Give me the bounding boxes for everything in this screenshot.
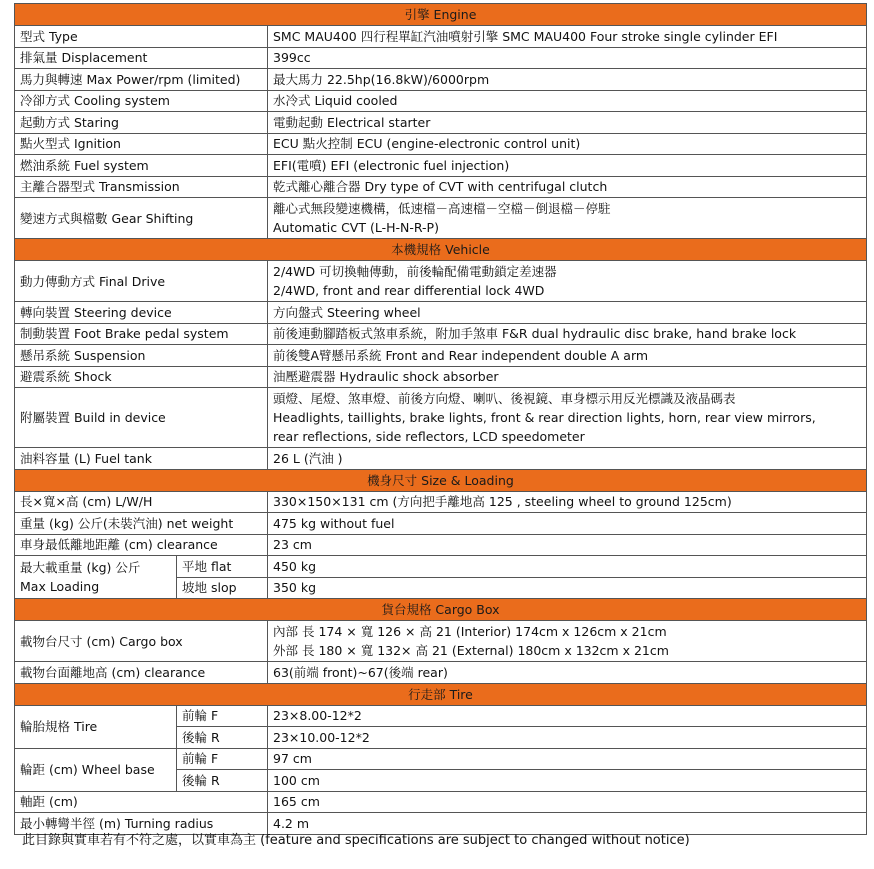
spec-label-line: Max Loading	[20, 579, 100, 594]
spec-value: 水冷式 Liquid cooled	[268, 90, 867, 112]
spec-label: 主離合器型式 Transmission	[15, 176, 268, 198]
spec-value: 399cc	[268, 47, 867, 69]
spec-value: 100 cm	[268, 770, 867, 792]
spec-label: 避震系統 Shock	[15, 366, 268, 388]
table-row	[15, 556, 867, 578]
spec-value: 油壓避震器 Hydraulic shock absorber	[268, 366, 867, 388]
spec-label: 變速方式與檔數 Gear Shifting	[15, 198, 268, 239]
spec-value: 方向盤式 Steering wheel	[268, 302, 867, 324]
spec-sublabel: 坡地 slop	[177, 577, 268, 599]
table-row	[15, 112, 867, 134]
spec-label: 附屬裝置 Build in device	[15, 388, 268, 448]
spec-sublabel: 後輪 R	[177, 727, 268, 749]
section-row-tire	[15, 683, 867, 705]
spec-label: 最小轉彎半徑 (m) Turning radius	[15, 813, 268, 835]
table-row	[15, 302, 867, 324]
spec-label: 馬力與轉速 Max Power/rpm (limited)	[15, 69, 268, 91]
spec-label: 冷卻方式 Cooling system	[15, 90, 268, 112]
spec-value: 475 kg without fuel	[268, 513, 867, 535]
spec-value: 23 cm	[268, 534, 867, 556]
spec-label-line: 最大載重量 (kg) 公斤	[20, 560, 141, 575]
spec-value-line: 外部 長 180 × 寬 132× 高 21 (External) 180cm x 132cm x 21cm	[273, 643, 669, 658]
table-row	[15, 491, 867, 513]
spec-value-line: 2/4WD 可切換軸傳動，前後輪配備電動鎖定差速器	[273, 264, 557, 279]
spec-label: 型式 Type	[15, 26, 268, 48]
section-row-engine	[15, 4, 867, 26]
spec-sublabel: 後輪 R	[177, 770, 268, 792]
spec-value	[268, 621, 867, 662]
table-row	[15, 534, 867, 556]
spec-value: EFI(電噴) EFI (electronic fuel injection)	[268, 155, 867, 177]
spec-label: 長×寬×高 (cm) L/W/H	[15, 491, 268, 513]
spec-value: 97 cm	[268, 748, 867, 770]
section-header-tire: 行走部 Tire	[15, 683, 867, 705]
table-row	[15, 90, 867, 112]
spec-value: SMC MAU400 四行程單缸汽油噴射引擎 SMC MAU400 Four stroke single cylinder EFI	[268, 26, 867, 48]
section-header-cargo: 貨台規格 Cargo Box	[15, 599, 867, 621]
spec-value	[268, 198, 867, 239]
spec-value-line: 頭燈、尾燈、煞車燈、前後方向燈、喇叭、後視鏡、車身標示用反光標識及液晶碼表	[273, 391, 736, 406]
section-row-cargo	[15, 599, 867, 621]
spec-value: 330×150×131 cm (方向把手離地高 125 , steeling wheel to ground 125cm)	[268, 491, 867, 513]
spec-label: 轉向裝置 Steering device	[15, 302, 268, 324]
table-row	[15, 133, 867, 155]
spec-value: 最大馬力 22.5hp(16.8kW)/6000rpm	[268, 69, 867, 91]
spec-value: 165 cm	[268, 791, 867, 813]
spec-value: 電動起動 Electrical starter	[268, 112, 867, 134]
spec-label: 輪胎規格 Tire	[15, 705, 177, 748]
table-row	[15, 26, 867, 48]
table-row	[15, 69, 867, 91]
spec-value: 23×10.00-12*2	[268, 727, 867, 749]
spec-value: ECU 點火控制 ECU (engine-electronic control unit)	[268, 133, 867, 155]
spec-sublabel: 前輪 F	[177, 748, 268, 770]
section-row-vehicle	[15, 239, 867, 261]
table-row	[15, 261, 867, 302]
spec-value-line: rear reflections, side reflectors, LCD speedometer	[273, 429, 585, 444]
spec-value-line: 2/4WD, front and rear differential lock 4WD	[273, 283, 545, 298]
spec-label: 動力傳動方式 Final Drive	[15, 261, 268, 302]
spec-label: 燃油系統 Fuel system	[15, 155, 268, 177]
spec-label: 制動裝置 Foot Brake pedal system	[15, 323, 268, 345]
table-row	[15, 47, 867, 69]
spec-label: 懸吊系統 Suspension	[15, 345, 268, 367]
spec-value: 前後雙A臂懸吊系統 Front and Rear independent double A arm	[268, 345, 867, 367]
spec-value: 63(前端 front)~67(後端 rear)	[268, 662, 867, 684]
table-row	[15, 388, 867, 448]
section-row-size	[15, 469, 867, 491]
table-row	[15, 748, 867, 770]
spec-label: 排氣量 Displacement	[15, 47, 268, 69]
spec-value: 4.2 m	[268, 813, 867, 835]
spec-label	[15, 556, 177, 599]
spec-value: 450 kg	[268, 556, 867, 578]
table-row	[15, 323, 867, 345]
spec-value: 26 L (汽油 )	[268, 448, 867, 470]
section-header-size: 機身尺寸 Size & Loading	[15, 469, 867, 491]
table-row	[15, 791, 867, 813]
spec-label: 載物台面離地高 (cm) clearance	[15, 662, 268, 684]
table-row	[15, 345, 867, 367]
spec-value-line: 內部 長 174 × 寬 126 × 高 21 (Interior) 174cm x 126cm x 21cm	[273, 624, 667, 639]
spec-value-line: 離心式無段變速機構，低速檔－高速檔－空檔－倒退檔－停駐	[273, 201, 611, 216]
spec-label: 車身最低離地距離 (cm) clearance	[15, 534, 268, 556]
spec-sublabel: 平地 flat	[177, 556, 268, 578]
table-row	[15, 513, 867, 535]
spec-value: 前後連動腳踏板式煞車系統，附加手煞車 F&R dual hydraulic disc brake, hand brake lock	[268, 323, 867, 345]
spec-value: 乾式離心離合器 Dry type of CVT with centrifugal clutch	[268, 176, 867, 198]
spec-value: 350 kg	[268, 577, 867, 599]
spec-value: 23×8.00-12*2	[268, 705, 867, 727]
table-row	[15, 448, 867, 470]
table-row	[15, 621, 867, 662]
table-row	[15, 198, 867, 239]
table-row	[15, 705, 867, 727]
spec-value-line: Automatic CVT (L-H-N-R-P)	[273, 220, 439, 235]
table-row	[15, 176, 867, 198]
spec-sublabel: 前輪 F	[177, 705, 268, 727]
table-row	[15, 155, 867, 177]
table-row	[15, 662, 867, 684]
spec-value-line: Headlights, taillights, brake lights, front & rear direction lights, horn, rear view mirrors,	[273, 410, 816, 425]
spec-label: 輪距 (cm) Wheel base	[15, 748, 177, 791]
spec-table	[14, 3, 867, 835]
spec-label: 油料容量 (L) Fuel tank	[15, 448, 268, 470]
spec-value	[268, 261, 867, 302]
spec-label: 軸距 (cm)	[15, 791, 268, 813]
spec-value	[268, 388, 867, 448]
table-row	[15, 366, 867, 388]
spec-label: 載物台尺寸 (cm) Cargo box	[15, 621, 268, 662]
spec-label: 起動方式 Staring	[15, 112, 268, 134]
section-header-engine: 引擎 Engine	[15, 4, 867, 26]
footnote: 此目錄與實車若有不符之處，以實車為主 (feature and specifications are subject to changed without notice)	[22, 833, 690, 848]
spec-label: 點火型式 Ignition	[15, 133, 268, 155]
section-header-vehicle: 本機規格 Vehicle	[15, 239, 867, 261]
spec-label: 重量 (kg) 公斤(未裝汽油) net weight	[15, 513, 268, 535]
